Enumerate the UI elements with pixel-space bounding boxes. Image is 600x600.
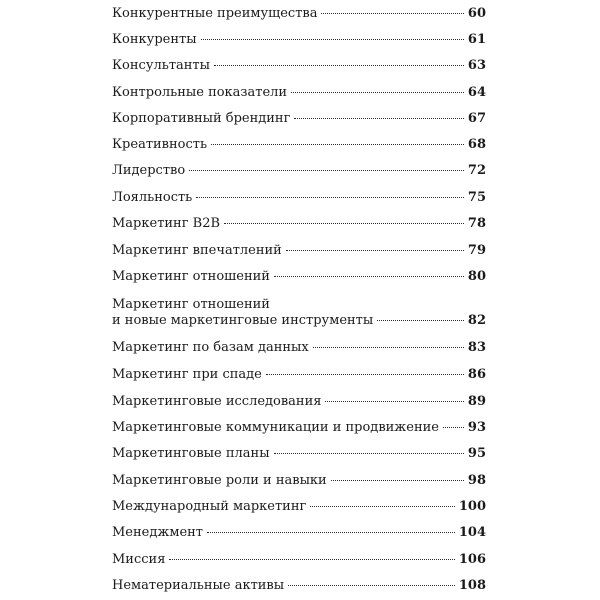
toc-entry-title: Корпоративный брендинг <box>112 111 291 126</box>
toc-entry-page: 63 <box>467 58 486 73</box>
dot-leader <box>331 480 464 481</box>
toc-entry[interactable] <box>112 216 486 232</box>
toc-entry[interactable] <box>112 32 486 48</box>
toc-entry[interactable] <box>112 420 486 436</box>
toc-entry-title: Маркетинговые роли и навыки <box>112 473 327 488</box>
dot-leader <box>274 276 464 277</box>
toc-entry[interactable] <box>112 394 486 410</box>
toc-entry-page: 80 <box>467 269 486 284</box>
toc-entry-title: Лидерство <box>112 163 186 178</box>
toc-entry-title: Консультанты <box>112 58 210 73</box>
toc-entry[interactable] <box>112 552 486 568</box>
toc-entry[interactable] <box>112 473 486 489</box>
toc-entry-title: Лояльность <box>112 190 193 205</box>
toc-entry-title-line1: Маркетинг отношений <box>112 297 270 312</box>
toc-entry-page: 95 <box>467 446 486 461</box>
dot-leader <box>211 144 464 145</box>
toc-entry[interactable] <box>112 446 486 462</box>
dot-leader <box>294 118 463 119</box>
toc-entry[interactable] <box>112 340 486 356</box>
dot-leader <box>274 453 464 454</box>
dot-leader <box>288 585 455 586</box>
toc-entry-page: 108 <box>458 578 486 593</box>
toc-entry-title: Креативность <box>112 137 208 152</box>
toc-entry[interactable] <box>112 499 486 515</box>
toc-entry-page: 75 <box>467 190 486 205</box>
dot-leader <box>313 347 464 348</box>
toc-entry-page: 100 <box>458 499 486 514</box>
dot-leader <box>196 197 464 198</box>
toc-entry-title: Маркетинговые коммуникации и продвижение <box>112 420 439 435</box>
toc-entry-page: 93 <box>467 420 486 435</box>
toc-entry[interactable] <box>112 578 486 594</box>
dot-leader <box>201 39 464 40</box>
toc-entry-title: Маркетинговые планы <box>112 446 270 461</box>
toc-entry-page: 60 <box>467 6 486 21</box>
toc-entry-title: Маркетинговые исследования <box>112 394 322 409</box>
toc-entry-page: 83 <box>467 340 486 355</box>
toc-entry-title: Нематериальные активы <box>112 578 285 593</box>
dot-leader <box>291 92 464 93</box>
toc-entry-page: 61 <box>467 32 486 47</box>
dot-leader <box>286 250 464 251</box>
toc-entry-page: 67 <box>467 111 486 126</box>
toc-entry-title: Международный маркетинг <box>112 499 307 514</box>
toc-entry[interactable] <box>112 525 486 541</box>
dot-leader <box>310 506 455 507</box>
toc-entry-title: Конкуренты <box>112 32 197 47</box>
toc-entry[interactable] <box>112 269 486 285</box>
toc-entry-title: и новые маркетинговые инструменты <box>112 313 374 328</box>
dot-leader <box>214 65 464 66</box>
toc-entry-page: 78 <box>467 216 486 231</box>
toc-entry-title: Конкурентные преимущества <box>112 6 318 21</box>
dot-leader <box>325 401 463 402</box>
toc-entry[interactable] <box>112 163 486 179</box>
toc-entry-page: 68 <box>467 137 486 152</box>
toc-entry[interactable] <box>112 58 486 74</box>
toc-entry[interactable] <box>112 111 486 127</box>
toc-entry-title: Менеджмент <box>112 525 203 540</box>
toc-entry-page: 79 <box>467 243 486 258</box>
toc-entry-title: Маркетинг отношений <box>112 269 270 284</box>
toc-entry[interactable] <box>112 297 486 329</box>
toc-entry-page: 89 <box>467 394 486 409</box>
toc-entry-page: 64 <box>467 85 486 100</box>
toc-entry[interactable] <box>112 137 486 153</box>
table-of-contents <box>112 0 486 600</box>
dot-leader <box>224 223 464 224</box>
dot-leader <box>189 170 464 171</box>
dot-leader <box>443 427 464 428</box>
toc-entry[interactable] <box>112 243 486 259</box>
toc-entry-title: Маркетинг по базам данных <box>112 340 309 355</box>
dot-leader <box>266 374 464 375</box>
toc-entry-page: 72 <box>467 163 486 178</box>
toc-entry-page: 106 <box>458 552 486 567</box>
toc-entry[interactable] <box>112 190 486 206</box>
toc-entry-page: 82 <box>467 313 486 328</box>
toc-entry-title: Маркетинг впечатлений <box>112 243 282 258</box>
toc-entry[interactable] <box>112 6 486 22</box>
toc-entry-page: 98 <box>467 473 486 488</box>
toc-entry-title: Контрольные показатели <box>112 85 288 100</box>
dot-leader <box>321 13 463 14</box>
toc-entry-title: Миссия <box>112 552 166 567</box>
toc-entry-title: Маркетинг при спаде <box>112 367 262 382</box>
toc-entry-page: 86 <box>467 367 486 382</box>
toc-entry[interactable] <box>112 367 486 383</box>
dot-leader <box>377 320 464 321</box>
toc-entry[interactable] <box>112 85 486 101</box>
dot-leader <box>169 559 454 560</box>
toc-entry-page: 104 <box>458 525 486 540</box>
dot-leader <box>207 532 455 533</box>
toc-entry-title: Маркетинг B2B <box>112 216 221 231</box>
